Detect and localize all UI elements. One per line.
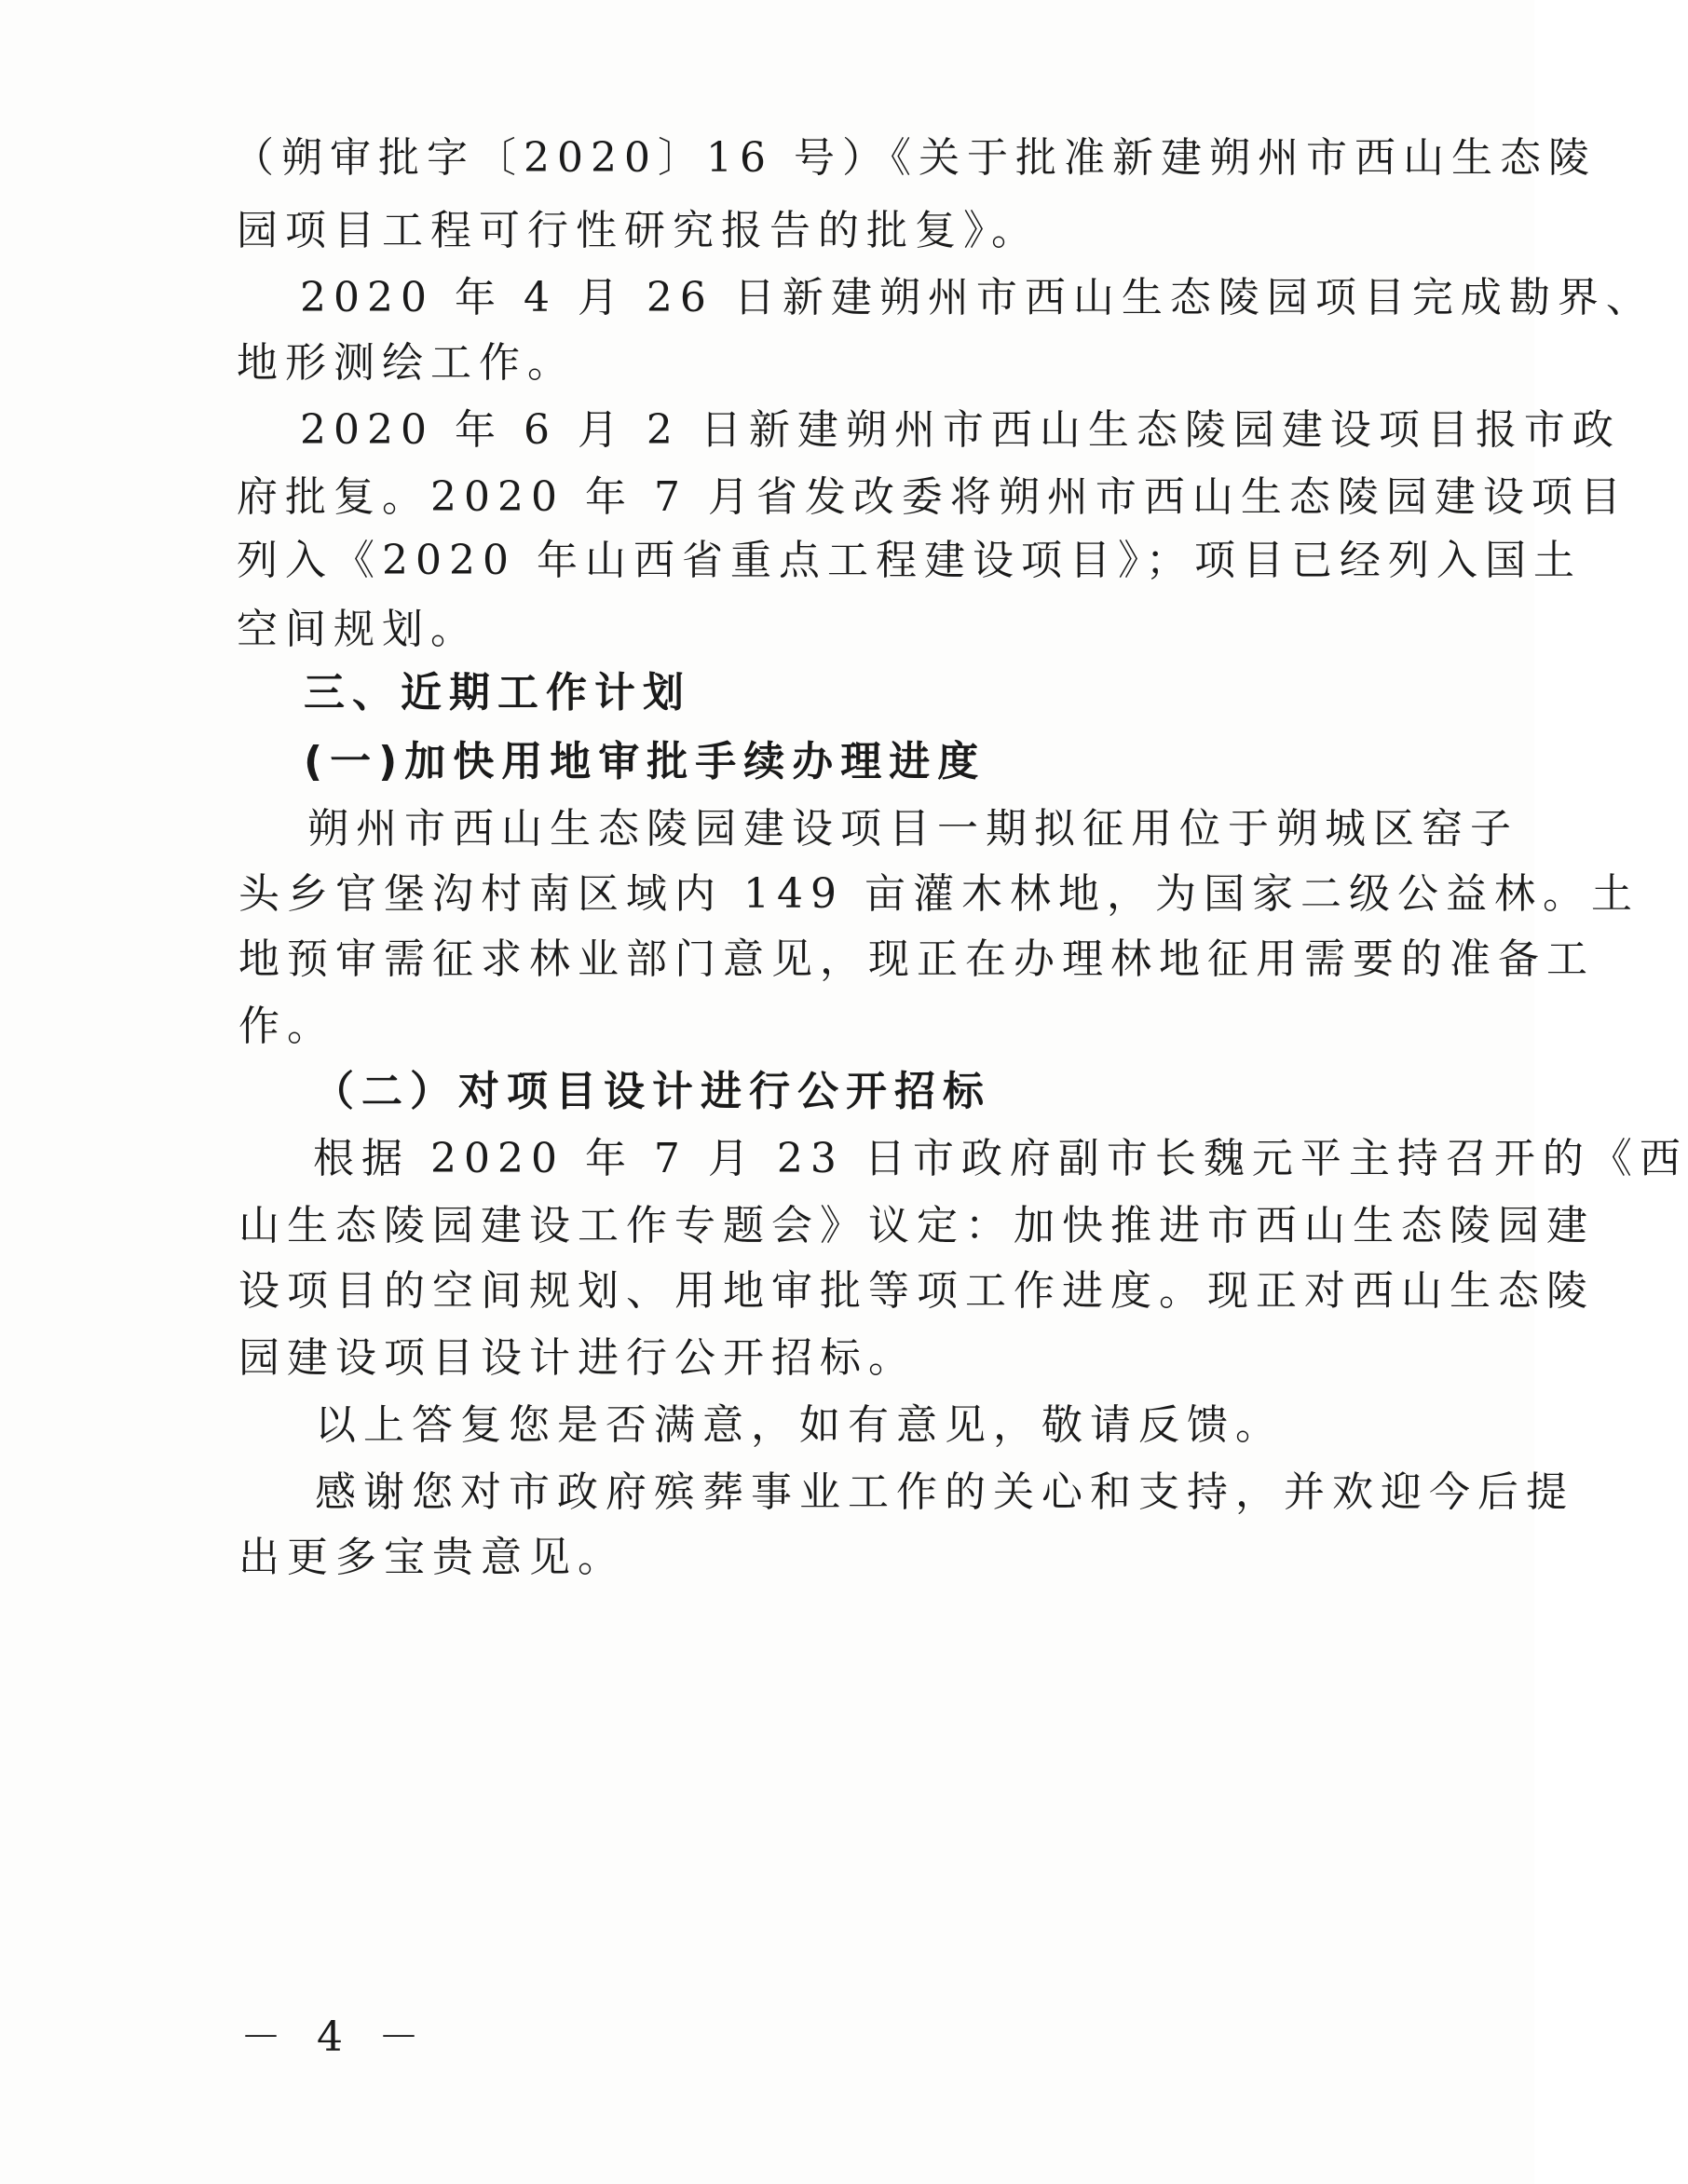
body-line-1: （朔审批字〔2020〕16 号）《关于批准新建朔州市西山生态陵 — [233, 134, 1597, 182]
subsection-heading-2: （二）对项目设计进行公开招标 — [313, 1068, 991, 1115]
body-line-17: 以上答复您是否满意，如有意见，敬请反馈。 — [315, 1401, 1284, 1449]
body-line-7: 列入《2020 年山西省重点工程建设项目》；项目已经列入国土 — [237, 537, 1582, 584]
body-line-4: 地形测绘工作。 — [237, 339, 576, 387]
body-line-8: 空间规划。 — [237, 606, 479, 653]
body-line-9: 朔州市西山生态陵园建设项目一期拟征用位于朔城区窑子 — [307, 805, 1518, 853]
body-line-10: 头乡官堡沟村南区域内 149 亩灌木林地，为国家二级公益林。土 — [238, 870, 1640, 918]
body-line-18: 感谢您对市政府殡葬事业工作的关心和支持，并欢迎今后提 — [315, 1468, 1574, 1516]
body-line-11: 地预审需征求林业部门意见，现正在办理林地征用需要的准备工 — [238, 935, 1595, 983]
section-heading-3: 三、近期工作计划 — [304, 669, 691, 717]
body-line-3: 2020 年 4 月 26 日新建朔州市西山生态陵园项目完成勘界、 — [300, 274, 1654, 321]
body-line-19: 出更多宝贵意见。 — [238, 1534, 626, 1581]
body-line-14: 山生态陵园建设工作专题会》议定：加快推进市西山生态陵园建 — [238, 1202, 1595, 1249]
page-number: － 4 － — [240, 2013, 430, 2061]
body-line-6: 府批复。2020 年 7 月省发改委将朔州市西山生态陵园建设项目 — [237, 473, 1628, 521]
body-line-15: 设项目的空间规划、用地审批等项工作进度。现正对西山生态陵 — [238, 1267, 1595, 1315]
body-line-16: 园建设项目设计进行公开招标。 — [238, 1334, 917, 1382]
subsection-heading-1: (一)加快用地审批手续办理进度 — [304, 738, 987, 785]
body-line-5: 2020 年 6 月 2 日新建朔州市西山生态陵园建设项目报市政 — [300, 406, 1621, 454]
body-line-13: 根据 2020 年 7 月 23 日市政府副市长魏元平主持召开的《西 — [313, 1135, 1688, 1182]
body-line-2: 园项目工程可行性研究报告的批复》。 — [237, 207, 1040, 254]
body-line-12: 作。 — [238, 1003, 335, 1050]
